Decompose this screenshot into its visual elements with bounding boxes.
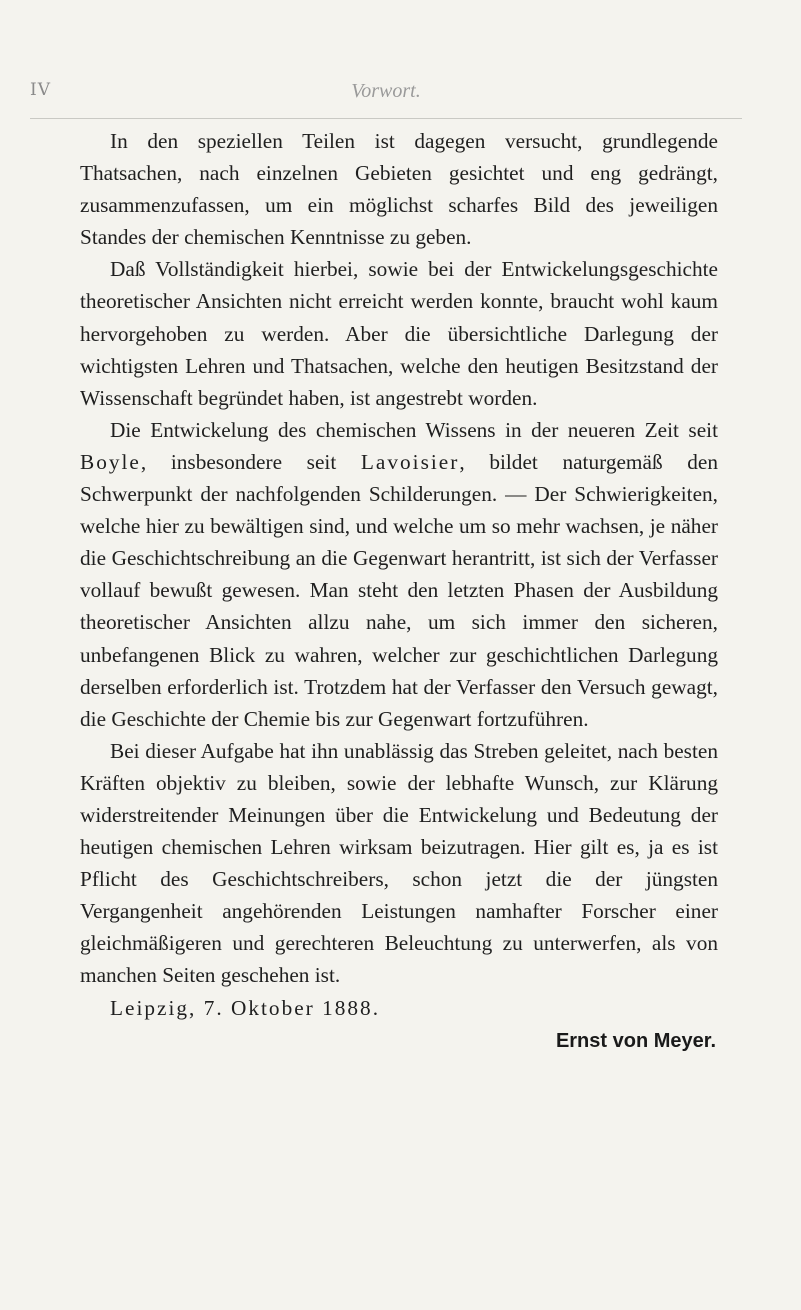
body-text xyxy=(80,125,718,1058)
page-header xyxy=(30,78,742,119)
place-date: Leipzig, 7. Oktober 1888. xyxy=(110,995,381,1020)
paragraph-3-text-a: Die Entwickelung des chemischen Wissens in der neueren Zeit seit xyxy=(110,417,718,442)
name-boyle: Boyle xyxy=(80,449,141,474)
paragraph-3-text-c: , bildet naturgemäß den Schwerpunkt der nachfolgenden Schilderungen. — Der Schwierigkeiten, welche hier zu bewältigen sind, und welche um so mehr wachsen, je näher die Geschichtschreibung an die Gegenwart herantritt, ist sich der Verfasser vollauf bewußt gewesen. Man steht den letzten Phasen der Ausbildung theoretischer Ansichten allzu nahe, um sich immer den sicheren, unbefangenen Blick zu wahren, welcher zur geschichtlichen Darlegung derselben erforderlich ist. Trotzdem hat der Verfasser den Versuch gewagt, die Geschichte der Chemie bis zur Gegenwart fortzuführen. xyxy=(80,449,718,731)
name-lavoisier: Lavoisier xyxy=(360,449,460,474)
page-number: IV xyxy=(30,80,51,100)
paragraph-3-text-b: , insbesondere seit xyxy=(140,449,361,474)
paragraph-4: Bei dieser Aufgabe hat ihn unablässig das Streben geleitet, nach besten Kräften objektiv zu bleiben, sowie der lebhafte Wunsch, zur Klärung widerstreitender Meinungen über die Entwickelung und Bedeutung der heutigen chemischen Lehren wirksam beizutragen. Hier gilt es, ja es ist Pflicht des Geschichtschreibers, schon jetzt die der jüngsten Vergangenheit angehörenden Leistungen namhafter Forscher einer gleichmäßigeren und gerechteren Beleuchtung zu unterwerfen, als von manchen Seiten geschehen ist. xyxy=(80,738,718,988)
paragraph-2: Daß Vollständigkeit hierbei, sowie bei der Entwickelungsgeschichte theoretischer Ansichten nicht erreicht werden konnte, braucht wohl kaum hervorgehoben zu werden. Aber die übersichtliche Darlegung der wichtigsten Lehren und Thatsachen, welche den heutigen Besitzstand der Wissenschaft begründet haben, ist angestrebt worden. xyxy=(80,257,718,410)
paragraph-3 xyxy=(80,414,718,735)
running-title: Vorwort. xyxy=(351,80,421,102)
author-signature: Ernst von Meyer. xyxy=(555,1029,716,1052)
paragraph-1: In den speziellen Teilen ist dagegen versucht, grundlegende Thatsachen, nach einzelnen Gebieten gesichtet und eng gedrängt, zusammenzufassen, um ein möglichst scharfes Bild des jeweiligen Standes der chemischen Kenntnisse zu geben. xyxy=(80,129,718,250)
